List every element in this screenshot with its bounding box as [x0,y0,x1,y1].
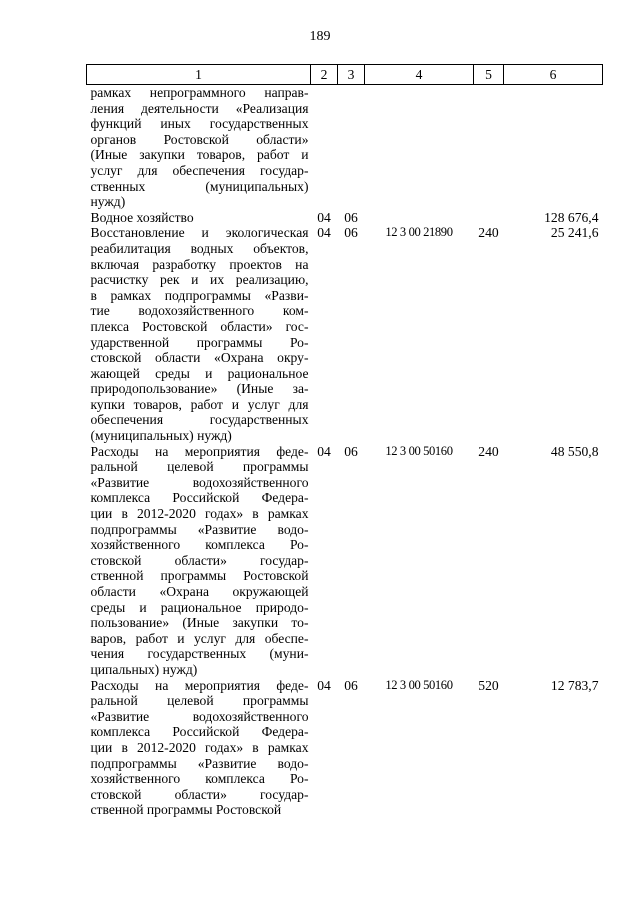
row-description [87,444,311,678]
description-line: реабилитация водных объектов, [90,240,309,256]
description-line: чения государственных (муни- [90,646,309,662]
row-section-code: 04 [317,677,331,693]
description-line: комплекса Российской Федера- [90,724,309,740]
description-line: Расходы на мероприятия феде- [90,443,309,459]
row-target-article [365,210,474,226]
description-line: подпрограммы «Развитие водо- [90,521,309,537]
header-col-3: 3 [338,65,365,85]
row-expense-type: 520 [478,677,499,693]
row-amount: 12 783,7 [550,677,599,693]
description-line: расчистку рек и их реализацию, [90,272,309,288]
row-amount: 48 550,8 [550,443,599,459]
row-expense-type: 240 [478,225,499,241]
description-line: ственной программы Ростовской [90,568,309,584]
row-description [87,678,311,818]
row-section-code: 04 [317,209,331,225]
header-col-4: 4 [365,65,474,85]
description-line: включая разработку проектов на [90,256,309,272]
description-line: тие водохозяйственного ком- [90,303,309,319]
description-line: стовской области» государ- [90,552,309,568]
description-line: хозяйственного комплекса Ро- [90,537,309,553]
row-description [87,225,311,443]
description-line: стовской области «Охрана окру- [90,350,309,366]
row-description [87,85,311,210]
table-row [87,678,603,818]
description-line: жающей среды и рациональное [90,365,309,381]
description-line: услуг для обеспечения государ- [90,162,309,178]
table-body [87,85,603,818]
description-line: рамках непрограммного направ- [90,85,309,100]
row-target-article [365,85,474,210]
description-line: области «Охрана окружающей [90,584,309,599]
description-line: органов Ростовской области» [90,131,309,147]
description-line: (муниципальных) нужд) [90,428,232,444]
description-line: «Развитие водохозяйственного [90,708,309,724]
row-expense-type [474,85,504,210]
description-line: Восстановление и экологическая [90,225,309,241]
row-amount: 128 676,4 [544,209,599,225]
row-target-article: 12 3 00 50160 [385,443,453,458]
description-line: ральной целевой программы [90,693,309,709]
description-line: ции в 2012-2020 годах» в рамках [90,739,309,755]
row-subsection-code [338,85,365,210]
description-line: варов, работ и услуг для обеспе- [90,630,309,646]
row-description [87,210,311,226]
header-col-5: 5 [474,65,504,85]
description-line: хозяйственного комплекса Ро- [90,771,309,787]
row-amount: 25 241,6 [550,225,599,241]
header-col-6: 6 [504,65,603,85]
row-subsection-code: 06 [344,209,358,225]
description-line: среды и рациональное природо- [90,599,309,615]
row-expense-type [474,210,504,226]
table-header [87,65,603,85]
row-amount [504,85,603,210]
row-expense-type: 240 [478,443,499,459]
header-row [87,65,603,85]
page-number: 189 [309,29,331,44]
description-line: ственных (муниципальных) [90,178,309,194]
description-line: пользование» (Иные закупки то- [90,615,309,631]
row-target-article: 12 3 00 21890 [385,225,453,240]
row-section-code: 04 [317,443,331,459]
description-line: функций иных государственных [90,116,309,132]
description-line: природопользование» (Иные за- [90,381,309,397]
table-row [87,444,603,678]
description-line: нужд) [90,194,126,210]
description-line: Водное хозяйство [90,209,194,225]
description-line: в рамках подпрограммы «Разви- [90,287,309,303]
table-row [87,210,603,226]
row-subsection-code: 06 [344,225,358,241]
description-line: ударственной программы Ро- [90,334,309,350]
description-line: подпрограммы «Развитие водо- [90,755,309,771]
row-target-article: 12 3 00 50160 [385,677,453,692]
description-line: ления деятельности «Реализация [90,100,309,116]
table-row [87,225,603,443]
description-line: (Иные закупки товаров, работ и [90,147,309,163]
description-line: обеспечения государственных [90,412,309,428]
row-section-code [311,85,338,210]
description-line: ции в 2012-2020 годах» в рамках [90,506,309,522]
description-line: ственной программы Ростовской [90,802,282,818]
table-row [87,85,603,210]
row-section-code: 04 [317,225,331,241]
description-line: плекса Ростовской области» гос- [90,318,309,334]
description-line: ципальных) нужд) [90,661,198,677]
description-line: купки товаров, работ и услуг для [90,396,309,412]
description-line: стовской области» государ- [90,786,309,802]
description-line: комплекса Российской Федера- [90,490,309,506]
row-subsection-code: 06 [344,443,358,459]
header-col-1: 1 [87,65,311,85]
row-subsection-code: 06 [344,677,358,693]
description-line: Расходы на мероприятия феде- [90,677,309,693]
description-line: ральной целевой программы [90,459,309,475]
header-col-2: 2 [311,65,338,85]
description-line: «Развитие водохозяйственного [90,474,309,490]
budget-table [86,64,603,818]
